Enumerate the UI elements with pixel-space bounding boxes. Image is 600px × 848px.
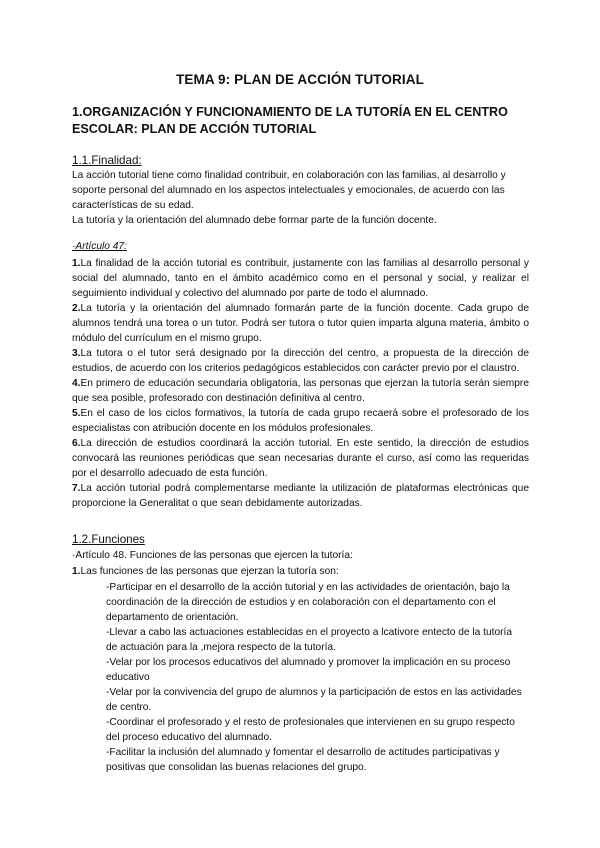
finalidad-paragraph-2: La tutoría y la orientación del alumnado debe formar parte de la función docente. xyxy=(72,215,437,226)
list-item: -Llevar a cabo las actuaciones establecidas en el proyecto a lcativore entecto de la tutoría de actuación para la ,mejora respecto de la tutoría. xyxy=(106,627,513,653)
list-item: 2.La tutoría y la orientación del alumnado formarán parte de la función docente. Cada grupo de alumnos tendrá una torea o un tutor. Podrá ser tutora o tutor quien imparta alguna materia, ámbito o módulo del currículum en el mismo grupo. xyxy=(72,303,529,344)
funciones-list xyxy=(106,580,526,775)
list-item: 6.La dirección de estudios coordinará la acción tutorial. En este sentido, la dirección de estudios convocará las reuniones periódicas que sean necesarias durante el curso, así como las requeridas por el desarrollo adecuado de esta función. xyxy=(72,438,529,479)
list-item: -Facilitar la inclusión del alumnado y fomentar el desarrollo de actitudes participativas y positivas que consolidan las buenas relaciones del grupo. xyxy=(106,747,500,773)
articulo-47-heading: ·Artículo 47: xyxy=(72,241,127,252)
list-item: -Velar por los procesos educativos del alumnado y promover la implicación en su proceso educativo xyxy=(106,657,511,683)
articulo-47-list xyxy=(72,256,529,511)
list-item: -Velar por la convivencia del grupo de alumnos y la participación de estos en las actividades de centro. xyxy=(106,687,522,713)
list-item: -Participar en el desarrollo de la acción tutorial y en las actividades de orientación, bajo la coordinación de la dirección de estudios y en colaboración con el departamento con el departamento de orientación. xyxy=(106,582,510,623)
section-heading: 1.ORGANIZACIÓN Y FUNCIONAMIENTO DE LA TUTORÍA EN EL CENTRO ESCOLAR: PLAN DE ACCIÓN TUTORIAL xyxy=(72,105,508,136)
list-item: 1.La finalidad de la acción tutorial es contribuir, justamente con las familias al desarrollo personal y social del alumnado, tanto en el ámbito académico como en el personal y social, y realizar el seguimiento individual y colectivo del alumnado por parte de todo el alumnado. xyxy=(72,258,529,299)
list-item: 3.La tutora o el tutor será designado por la dirección del centro, a propuesta de la dirección de estudios, de acuerdo con los criterios pedagógicos establecidos con carácter previo por el claustro. xyxy=(72,348,529,374)
funciones-intro: 1.Las funciones de las personas que ejerzan la tutoría son: xyxy=(72,566,339,577)
finalidad-paragraph-1: La acción tutorial tiene como finalidad contribuir, en colaboración con las familias, al desarrollo y soporte personal del alumnado en los aspectos intelectuales y emocionales, de acuerdo con las características de su edad. xyxy=(72,170,506,211)
finalidad-text xyxy=(72,168,529,228)
articulo-48-heading: ·Artículo 48. Funciones de las personas que ejercen la tutoría: xyxy=(72,550,353,561)
list-item: 7.La acción tutorial podrá complementarse mediante la utilización de plataformas electrónicas que proporcione la Generalitat o que sean debidamente autorizadas. xyxy=(72,483,529,509)
list-item: -Coordinar el profesorado y el resto de profesionales que intervienen en su grupo respecto del proceso educativo del alumnado. xyxy=(106,717,515,743)
list-item: 5.En el caso de los ciclos formativos, la tutoría de cada grupo recaerá sobre el profesorado de los especialistas con atribución docente en los módulos profesionales. xyxy=(72,408,529,434)
list-item: 4.En primero de educación secundaria obligatoria, las personas que ejerzan la tutoría serán siempre que sea posible, profesorado con destinación definitiva al centro. xyxy=(72,378,529,404)
finalidad-heading: 1.1.Finalidad: xyxy=(72,154,142,167)
funciones-heading: 1.2.Funciones xyxy=(72,533,145,546)
page-title: TEMA 9: PLAN DE ACCIÓN TUTORIAL xyxy=(176,72,424,87)
